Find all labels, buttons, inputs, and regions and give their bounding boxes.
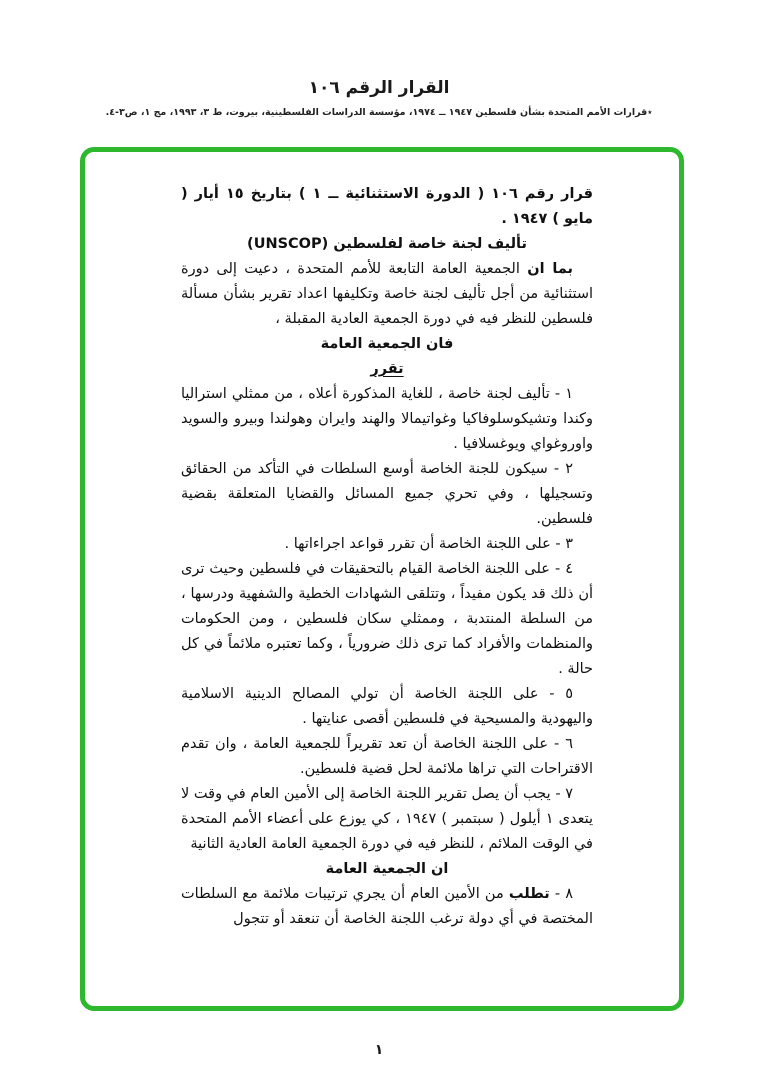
clause-8-rest-text: من الأمين العام أن يجري ترتيبات ملائمة مع السلطات المختصة في أي دولة ترغب اللجنة الخاصة أن تنعقد أو تتجول (181, 886, 593, 927)
document-body (85, 152, 679, 932)
clause-3: ٣ - على اللجنة الخاصة أن تقرر قواعد اجراءاتها . (284, 536, 573, 552)
clause-1: ١ - تأليف لجنة خاصة ، للغاية المذكورة أعلاه ، من ممثلي استراليا وكندا وتشيكوسلوفاكيا وغواتيمالا والهند وايران وهولندا وبيرو والسويد واوروغواي ويوغسلافيا . (181, 386, 593, 452)
clause-6: ٦ - على اللجنة الخاصة أن تعد تقريراً للجمعية العامة ، وان تقدم الاقتراحات التي تراها ملائمة لحل قضية فلسطين. (181, 736, 593, 777)
decides-heading: تقرر (370, 361, 404, 377)
document-green-frame (80, 147, 684, 1011)
page-title: القرار الرقم ١٠٦ (308, 78, 450, 98)
resolution-heading: قرار رقم ١٠٦ ( الدورة الاستثنائية ــ ١ ) بتاريخ ١٥ أيار ( مايو ) ١٩٤٧ . (181, 186, 593, 227)
clause-5: ٥ - على اللجنة الخاصة أن تولي المصالح الدينية الاسلامية واليهودية والمسيحية في فلسطين أقصى عنايتها . (181, 686, 593, 727)
intro-rest-text: الجمعية العامة التابعة للأمم المتحدة ، دعيت إلى دورة استثنائية من أجل تأليف لجنة خاصة وتكليفها اعداد تقرير بشأن مسألة فلسطين للنظر فيه في دورة الجمعية العادية المقبلة ، (181, 261, 593, 327)
intro-paragraph (181, 257, 593, 332)
clause-8 (181, 882, 593, 932)
page-number: ١ (374, 1042, 384, 1058)
clause-4: ٤ - على اللجنة الخاصة القيام بالتحقيقات في فلسطين وحيث ترى أن ذلك قد يكون مفيداً ، وتتلقى الشهادات الخطية والشفهية ودرسها ، من السلطة المنتدبة ، وممثلي سكان فلسطين ، ومن الحكومات والمنظمات والأفراد كما ترى ذلك ضرورياً ، وكما تعتبره ملائماً في كل حالة . (181, 561, 593, 677)
clause-2: ٢ - سيكون للجنة الخاصة أوسع السلطات في التأكد من الحقائق وتسجيلها ، وفي تحري جميع المسائل والقضايا المتعلقة بقضية فلسطين. (181, 461, 593, 527)
clause-8-requests-bold: تطلب (508, 886, 550, 902)
general-assembly-heading: فان الجمعية العامة (320, 336, 454, 352)
resolution-subtitle: تأليف لجنة خاصة لفلسطين (UNSCOP) (247, 236, 527, 252)
clause-7: ٧ - يجب أن يصل تقرير اللجنة الخاصة إلى الأمين العام في وقت لا يتعدى ١ أيلول ( سبتمبر ) ١٩٤٧ ، كي يوزع على أعضاء الأمم المتحدة في الوقت الملائم ، للنظر فيه في دورة الجمعية العامة العادية الثانية (181, 786, 593, 852)
page-header (0, 0, 758, 118)
clause-8-number: ٨ - (549, 886, 574, 902)
source-citation: ٭قرارات الأمم المتحدة بشأن فلسطين ١٩٤٧ ــ ١٩٧٤، مؤسسة الدراسات الفلسطينية، بيروت، ط ٣، ١٩٩٣، مج ١، ص٣-٤. (105, 107, 653, 118)
intro-lead-bold: بما ان (527, 261, 574, 277)
general-assembly-heading-2: ان الجمعية العامة (325, 861, 449, 877)
